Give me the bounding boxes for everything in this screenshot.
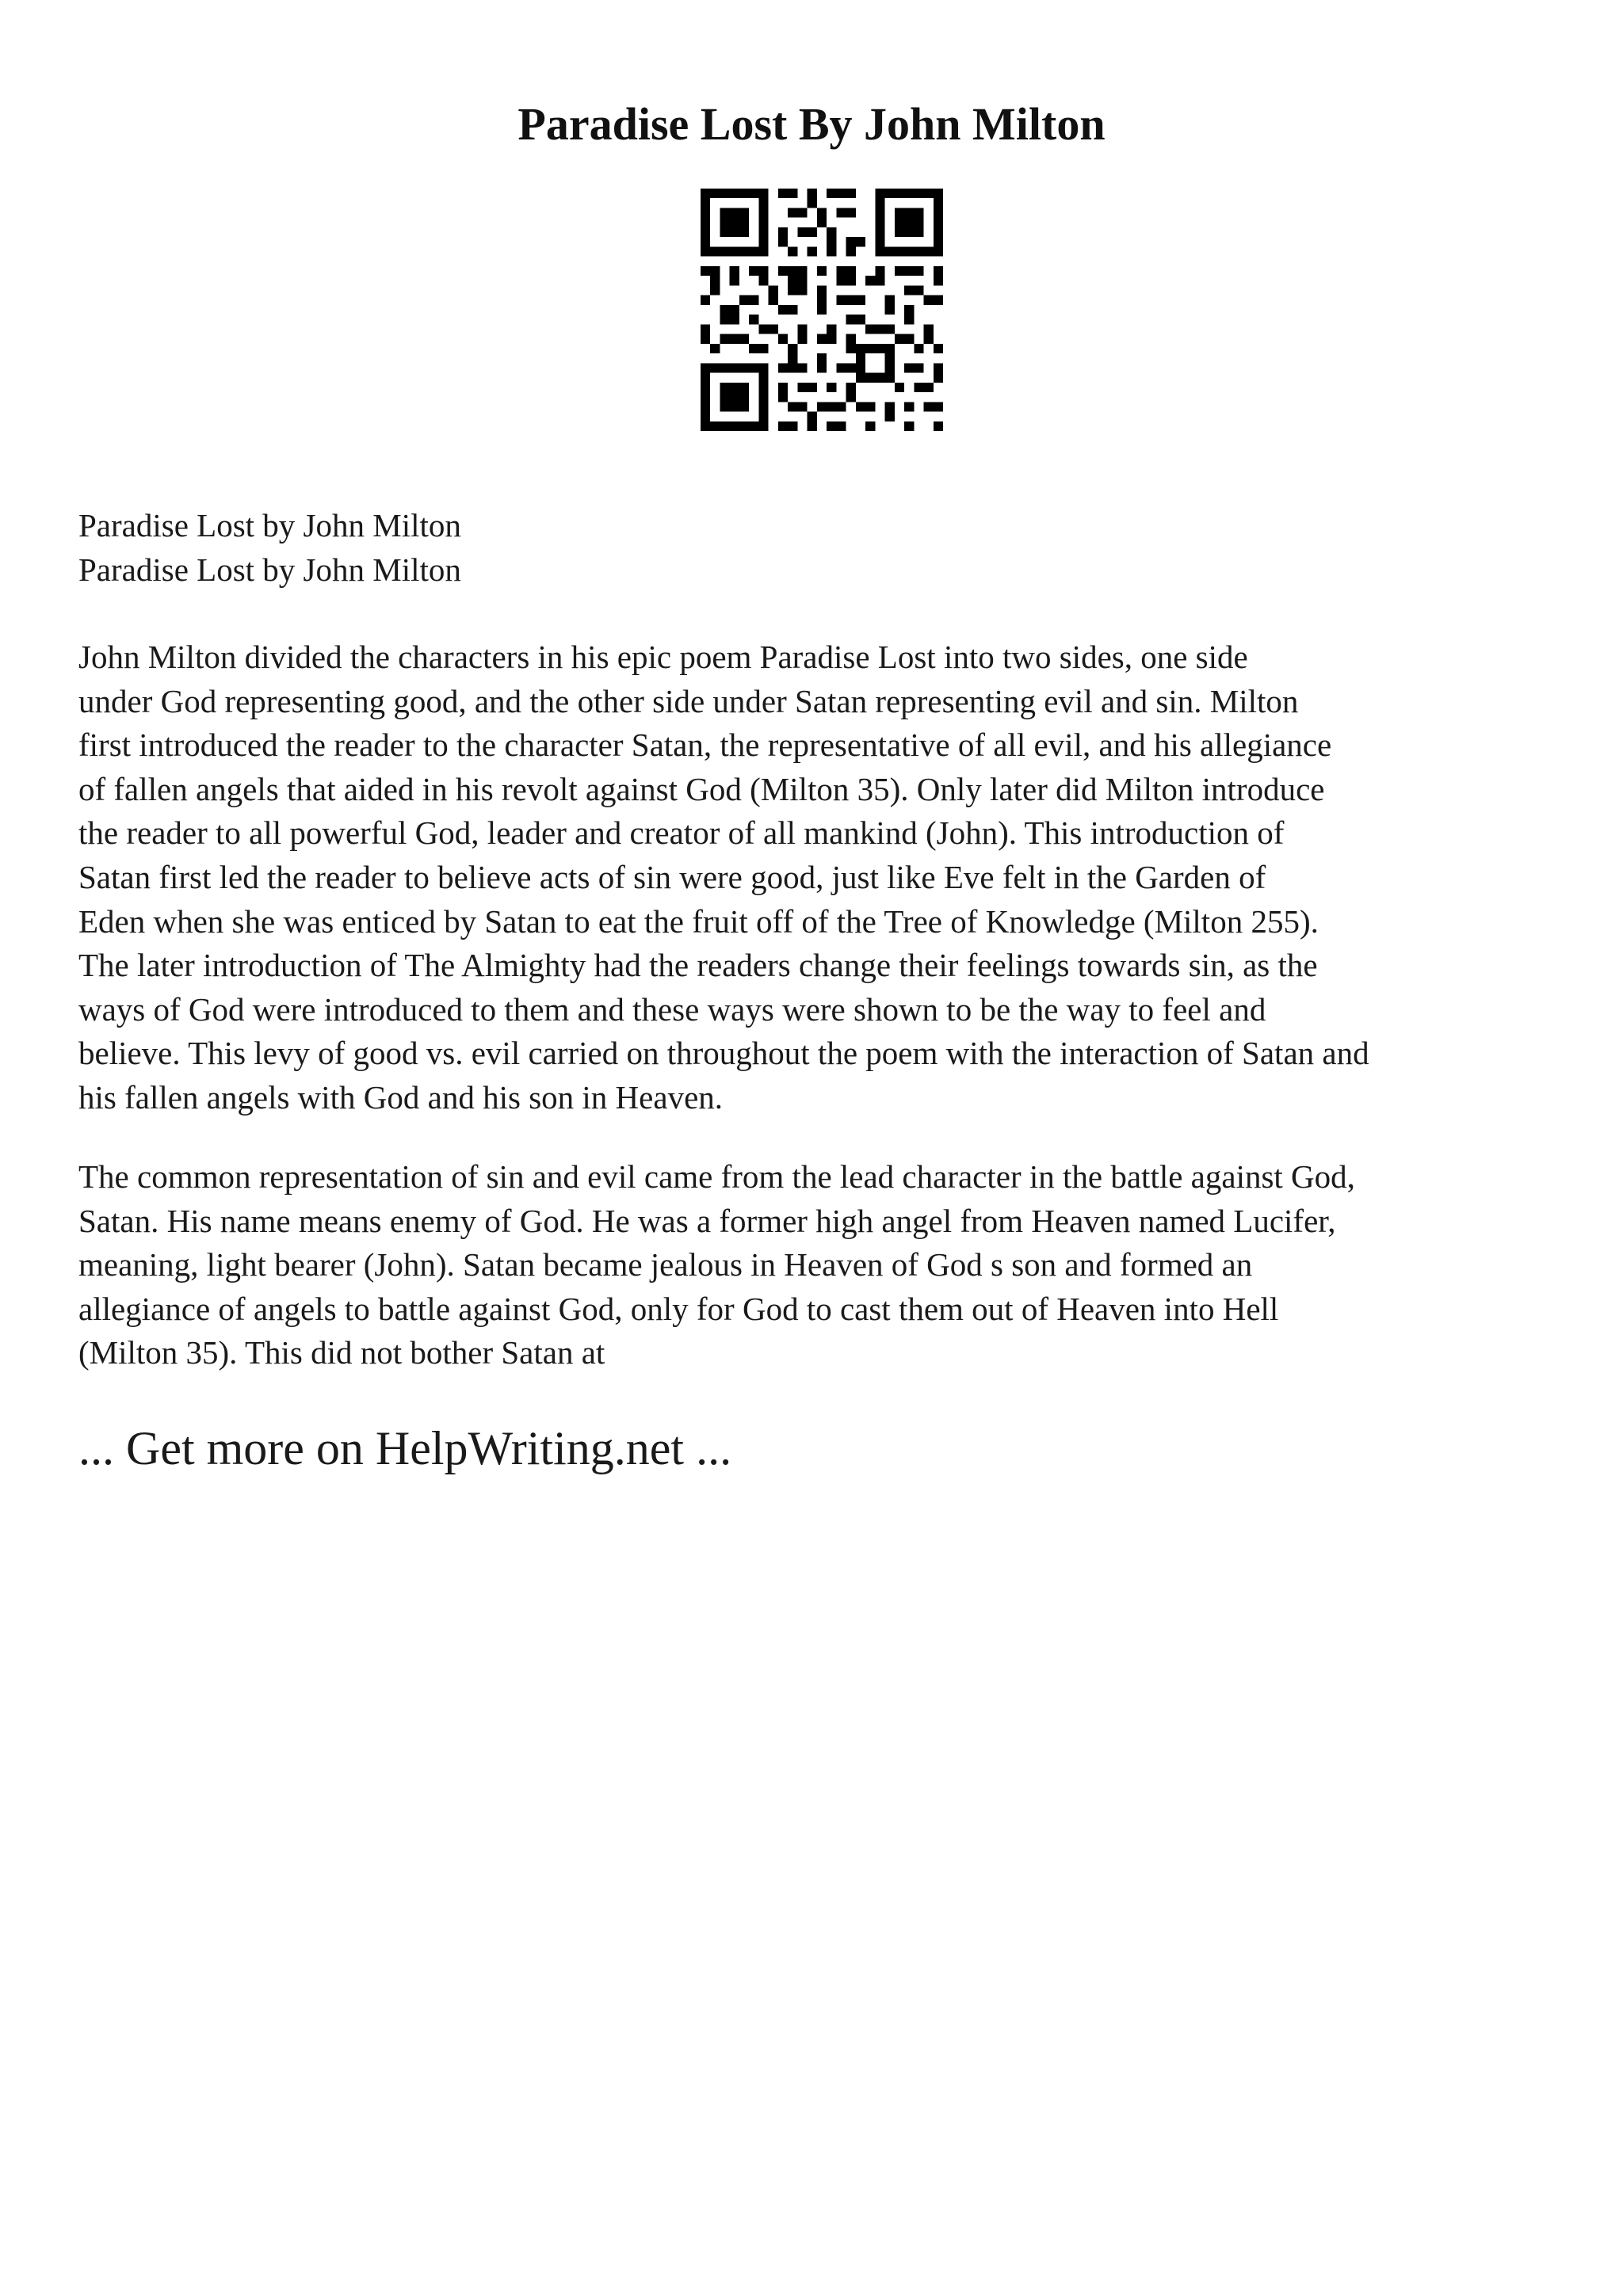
paragraph-line: John Milton divided the characters in his epic poem Paradise Lost into two sides, one side	[78, 639, 1248, 675]
paragraph-line: the reader to all powerful God, leader and creator of all mankind (John). This introduction of	[78, 814, 1285, 852]
paragraph-line: believe. This levy of good vs. evil carried on throughout the poem with the interaction of Satan and	[78, 1035, 1369, 1072]
paragraph-line: ways of God were introduced to them and these ways were shown to be the way to feel and	[78, 990, 1266, 1028]
paragraph-line: meaning, light bearer (John). Satan became jealous in Heaven of God s son and formed an	[78, 1246, 1253, 1283]
subtitle-block	[78, 504, 1568, 592]
subtitle-line: Paradise Lost by John Milton	[78, 551, 461, 588]
paragraph-line: first introduced the reader to the character Satan, the representative of all evil, and his allegiance	[78, 727, 1332, 764]
paragraph-line: under God representing good, and the other side under Satan representing evil and sin. Milton	[78, 682, 1299, 719]
paragraph-line: Eden when she was enticed by Satan to eat the fruit off of the Tree of Knowledge (Milton 255).	[78, 902, 1319, 940]
paragraph-line: (Milton 35). This did not bother Satan at	[78, 1334, 605, 1371]
qr-code-graphic	[701, 189, 943, 431]
paragraph-line: Satan. His name means enemy of God. He was a former high angel from Heaven named Lucifer,	[78, 1202, 1336, 1239]
get-more-link[interactable]: ... Get more on HelpWriting.net ...	[78, 1422, 732, 1474]
paragraph-line: The later introduction of The Almighty had the readers change their feelings towards sin, as the	[78, 947, 1318, 984]
paragraph-1	[78, 635, 1568, 1120]
paragraph-line: allegiance of angels to battle against God, only for God to cast them out of Heaven into Hell	[78, 1290, 1279, 1327]
paragraph-line: The common representation of sin and evil came from the lead character in the battle against God,	[78, 1158, 1355, 1195]
qr-code[interactable]	[701, 189, 943, 431]
page-title: Paradise Lost By John Milton	[517, 98, 1106, 150]
paragraph-line: Satan first led the reader to believe acts of sin were good, just like Eve felt in the Garden of	[78, 858, 1266, 895]
paragraph-2	[78, 1155, 1568, 1375]
paragraph-line: his fallen angels with God and his son in Heaven.	[78, 1078, 724, 1116]
subtitle-line: Paradise Lost by John Milton	[78, 507, 461, 543]
paragraph-line: of fallen angels that aided in his revolt against God (Milton 35). Only later did Milton introduce	[78, 770, 1325, 807]
